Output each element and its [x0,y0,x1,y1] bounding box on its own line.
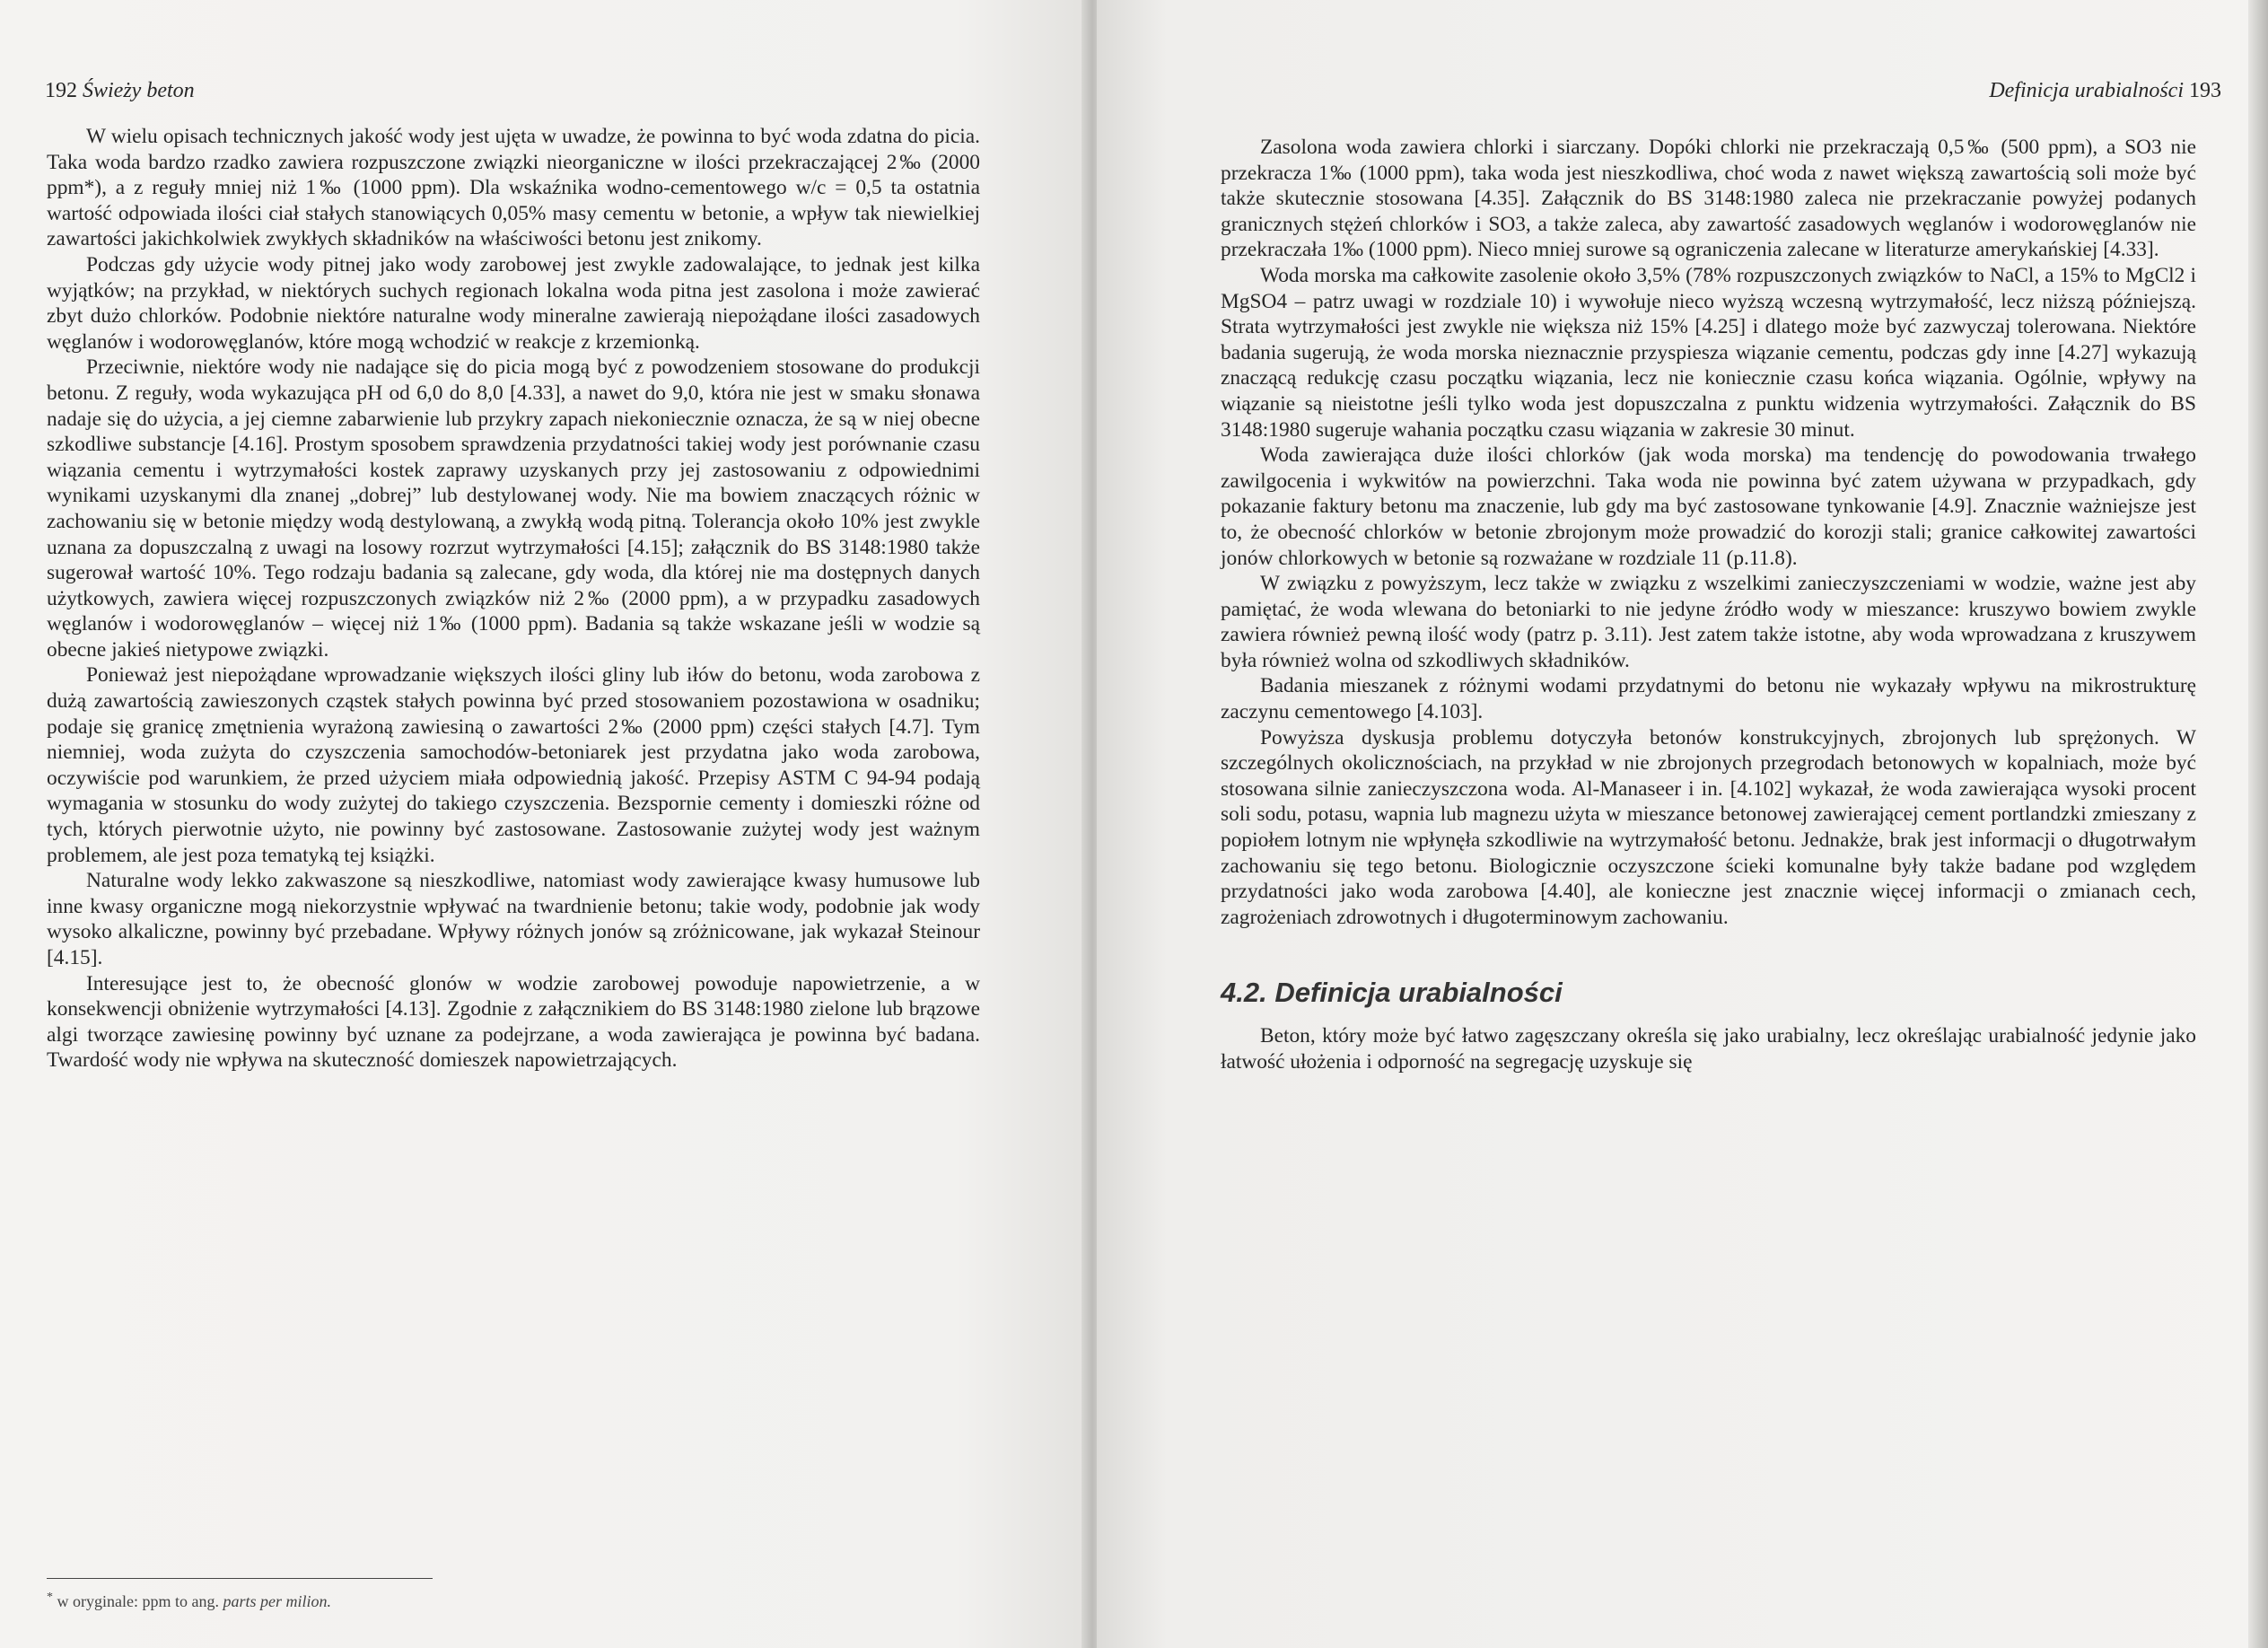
paragraph: Badania mieszanek z różnymi wodami przydatnymi do betonu nie wykazały wpływu na mikrostrukturę zaczynu cementowego [4.103]. [1221,674,2196,724]
paragraph: Woda zawierająca duże ilości chlorków (jak woda morska) ma tendencję do powodowania trwałego zawilgocenia i wykwitów na powierzchni. Taka woda nie powinna być zatem używana w przypadkach, gdy pokazanie faktury betonu ma znaczenie, lub gdy ma być zastosowane tynkowanie [4.9]. Znacznie ważniejsze jest to, że obecność chlorków w betonie zbrojonym może prowadzić do korozji stali; granice całkowitej zawartości jonów chlorkowych w betonie są rozważane w rozdziale 11 (p.11.8). [1221,443,2196,570]
footnote-term: parts per milion. [223,1592,331,1610]
left-body-text [47,124,980,1074]
footnote-divider [47,1578,433,1579]
left-running-title: Świeży beton [83,79,195,102]
left-running-head [45,79,195,103]
paragraph: Ponieważ jest niepożądane wprowadzanie większych ilości gliny lub iłów do betonu, woda zarobowa z dużą zawartością zawieszonych cząstek stałych powinna być przed stosowaniem pozostawiona w osadniku; podaje się granicę zmętnienia wyrażoną zawiesiną o zawartości 2‰ (2000 ppm) części stałych [4.7]. Tym niemniej, woda zużyta do czyszczenia samochodów-betoniarek jest przydatna jako woda zarobowa, oczywiście pod warunkiem, że przed użyciem miała odpowiednią jakość. Przepisy ASTM C 94-94 podają wymagania w stosunku do wody zużytej do takiego czyszczenia. Bezspornie cementy i domieszki różne od tych, których pierwotnie użyto, nie powinny być zastosowane. Zastosowanie zużytej wody jest ważnym problemem, ale jest poza tematyką tej książki. [47,663,980,867]
footnote [47,1592,331,1611]
footnote-marker: * [47,1591,53,1604]
right-page-number: 193 [2189,79,2221,102]
paragraph: Beton, który może być łatwo zagęszczany określa się jako urabialny, lecz określając urabialność jedynie jako łatwość ułożenia i odporność na segregację uzyskuje się [1221,1024,2196,1074]
section-heading: 4.2. Definicja urabialności [1221,977,1563,1009]
paragraph: W wielu opisach technicznych jakość wody jest ujęta w uwadze, że powinna to być woda zdatna do picia. Taka woda bardzo rzadko zawiera rozpuszczone związki nieorganiczne w ilości przekraczającej 2‰ (2000 ppm*), a z reguły mniej niż 1‰ (1000 ppm). Dla wskaźnika wodno-cementowego w/c = 0,5 ta ostatnia wartość odpowiada ilości ciał stałych stanowiących 0,05% masy cementu w betonie, a wpływ tak niewielkiej zawartości jakichkolwiek zwykłych składników na właściwości betonu jest znikomy. [47,125,980,251]
paragraph: Przeciwnie, niektóre wody nie nadające się do picia mogą być z powodzeniem stosowane do produkcji betonu. Z reguły, woda wykazująca pH od 6,0 do 8,0 [4.33], a nawet do 9,0, która nie jest w smaku słonawa nadaje się do użycia, a jej ciemne zabarwienie lub przykry zapach niekoniecznie oznacza, że są w niej obecne szkodliwe substancje [4.16]. Prostym sposobem sprawdzenia przydatności takiej wody jest porównanie czasu wiązania cementu i wytrzymałości kostek zaprawy uzyskanych przy jej zastosowaniu z odpowiednimi wynikami uzyskanymi dla znanej „dobrej” lub destylowanej wody. Nie ma bowiem znaczących różnic w zachowaniu się w betonie między wodą destylowaną, a zwykłą wodą pitną. Tolerancja około 10% jest zwykle uznana za dopuszczalną z uwagi na losowy rozrzut wytrzymałości [4.15]; załącznik do BS 3148:1980 także sugerował wartość 10%. Tego rodzaju badania są zalecane, gdy woda, dla której nie ma dostępnych danych użytkowych, zawiera więcej rozpuszczonych związków niż 2‰ (2000 ppm), a w przypadku zasadowych węglanów i wodorowęglanów – więcej niż 1‰ (1000 ppm). Badania są także wskazane jeśli w wodzie są obecne jakieś nietypowe związki. [47,355,980,662]
footnote-prefix: w oryginale: ppm to ang. [57,1592,219,1610]
page-edge [2248,0,2268,1648]
left-page-number: 192 [45,79,77,102]
right-running-title: Definicja urabialności [1989,79,2184,102]
paragraph: Naturalne wody lekko zakwaszone są nieszkodliwe, natomiast wody zawierające kwasy humusowe lub inne kwasy organiczne mogą niekorzystnie wpływać na twardnienie betonu; takie wody, podobnie jak wody wysoko alkaliczne, powinny być przebadane. Wpływy różnych jonów są zróżnicowane, jak wykazał Steinour [4.15]. [47,869,980,969]
paragraph: Podczas gdy użycie wody pitnej jako wody zarobowej jest zwykle zadowalające, to jednak jest kilka wyjątków; na przykład, w niektórych suchych regionach lokalna woda pitna jest zasolona i może zawierać zbyt dużo chlorków. Podobnie niektóre naturalne wody mineralne zawierają niepożądane ilości zasadowych węglanów i wodorowęglanów, które mogą wchodzić w reakcje z krzemionką. [47,252,980,354]
paragraph: Zasolona woda zawiera chlorki i siarczany. Dopóki chlorki nie przekraczają 0,5‰ (500 ppm), a SO3 nie przekracza 1‰ (1000 ppm), taka woda jest nieszkodliwa, choć woda z nawet większą zawartością soli może być także skutecznie stosowana [4.35]. Załącznik do BS 3148:1980 zaleca nie przekraczanie powyżej podanych granicznych stężeń chlorków i SO3, a także zaleca, aby zawartość zasadowych węglanów i wodorowęglanów nie przekraczała 1‰ (1000 ppm). Nieco mniej surowe są ograniczenia zalecane w literaturze amerykańskiej [4.33]. [1221,136,2196,262]
paragraph: Woda morska ma całkowite zasolenie około 3,5% (78% rozpuszczonych związków to NaCl, a 15% to MgCl2 i MgSO4 – patrz uwagi w rozdziale 10) i wywołuje nieco wyższą wczesną wytrzymałość, lecz niższą późniejszą. Strata wytrzymałości jest zwykle nie większa niż 15% [4.25] i dlatego może być zazwyczaj tolerowana. Niektóre badania sugerują, że woda morska nieznacznie przyspiesza wiązanie cementu, podczas gdy inne [4.27] wykazują znaczącą redukcję czasu początku wiązania, lecz nie koniecznie czasu końca wiązania. Ogólnie, wpływy na wiązanie są nieistotne jeśli tylko woda jest dopuszczalna z punktu widzenia wytrzymałości. Załącznik do BS 3148:1980 sugeruje wahania początku czasu wiązania w zakresie 30 minut. [1221,263,2196,442]
paragraph: Interesujące jest to, że obecność glonów w wodzie zarobowej powoduje napowietrzenie, a w konsekwencji obniżenie wytrzymałości [4.13]. Zgodnie z załącznikiem do BS 3148:1980 zielone lub brązowe algi tworzące zawiesinę powinny być uznane za podejrzane, a woda zawierająca je powinna być badana. Twardość wody nie wpływa na skuteczność domieszek napowietrzających. [47,971,980,1073]
left-page [0,0,1086,1648]
paragraph: W związku z powyższym, lecz także w związku z wszelkimi zanieczyszczeniami w wodzie, ważne jest aby pamiętać, że woda wlewana do betoniarki to nie jedyne źródło wody w mieszance: kruszywo bowiem zwykle zawiera również pewną ilość wody (patrz p. 3.11). Jest zatem także istotne, aby woda wprowadzana z kruszywem była również wolna od szkodliwych składników. [1221,572,2196,672]
paragraph: Powyższa dyskusja problemu dotyczyła betonów konstrukcyjnych, zbrojonych lub sprężonych. W szczególnych okolicznościach, na przykład w nie zbrojonych przegrodach betonowych w kopalniach, może być stosowana silnie zanieczyszczona woda. Al-Manaseer i in. [4.102] wykazał, że woda zawierająca wysoki procent soli sodu, potasu, wapnia lub magnezu użyta w mieszance betonowej zawierającej cement portlandzki zmieszany z popiołem lotnym nie wpłynęła szkodliwie na wytrzymałość betonu. Jednakże, brak jest informacji o długotrwałym zachowaniu się tego betonu. Biologicznie oczyszczone ścieki komunalne były także badane pod względem przydatności jako woda zarobowa [4.40], ale konieczne jest znacznie więcej informacji o zmianach cech, zagrożeniach zdrowotnych i długoterminowym zachowaniu. [1221,725,2196,929]
right-page [1097,0,2268,1648]
right-body-text [1221,135,2196,1075]
right-running-head [1989,79,2221,103]
